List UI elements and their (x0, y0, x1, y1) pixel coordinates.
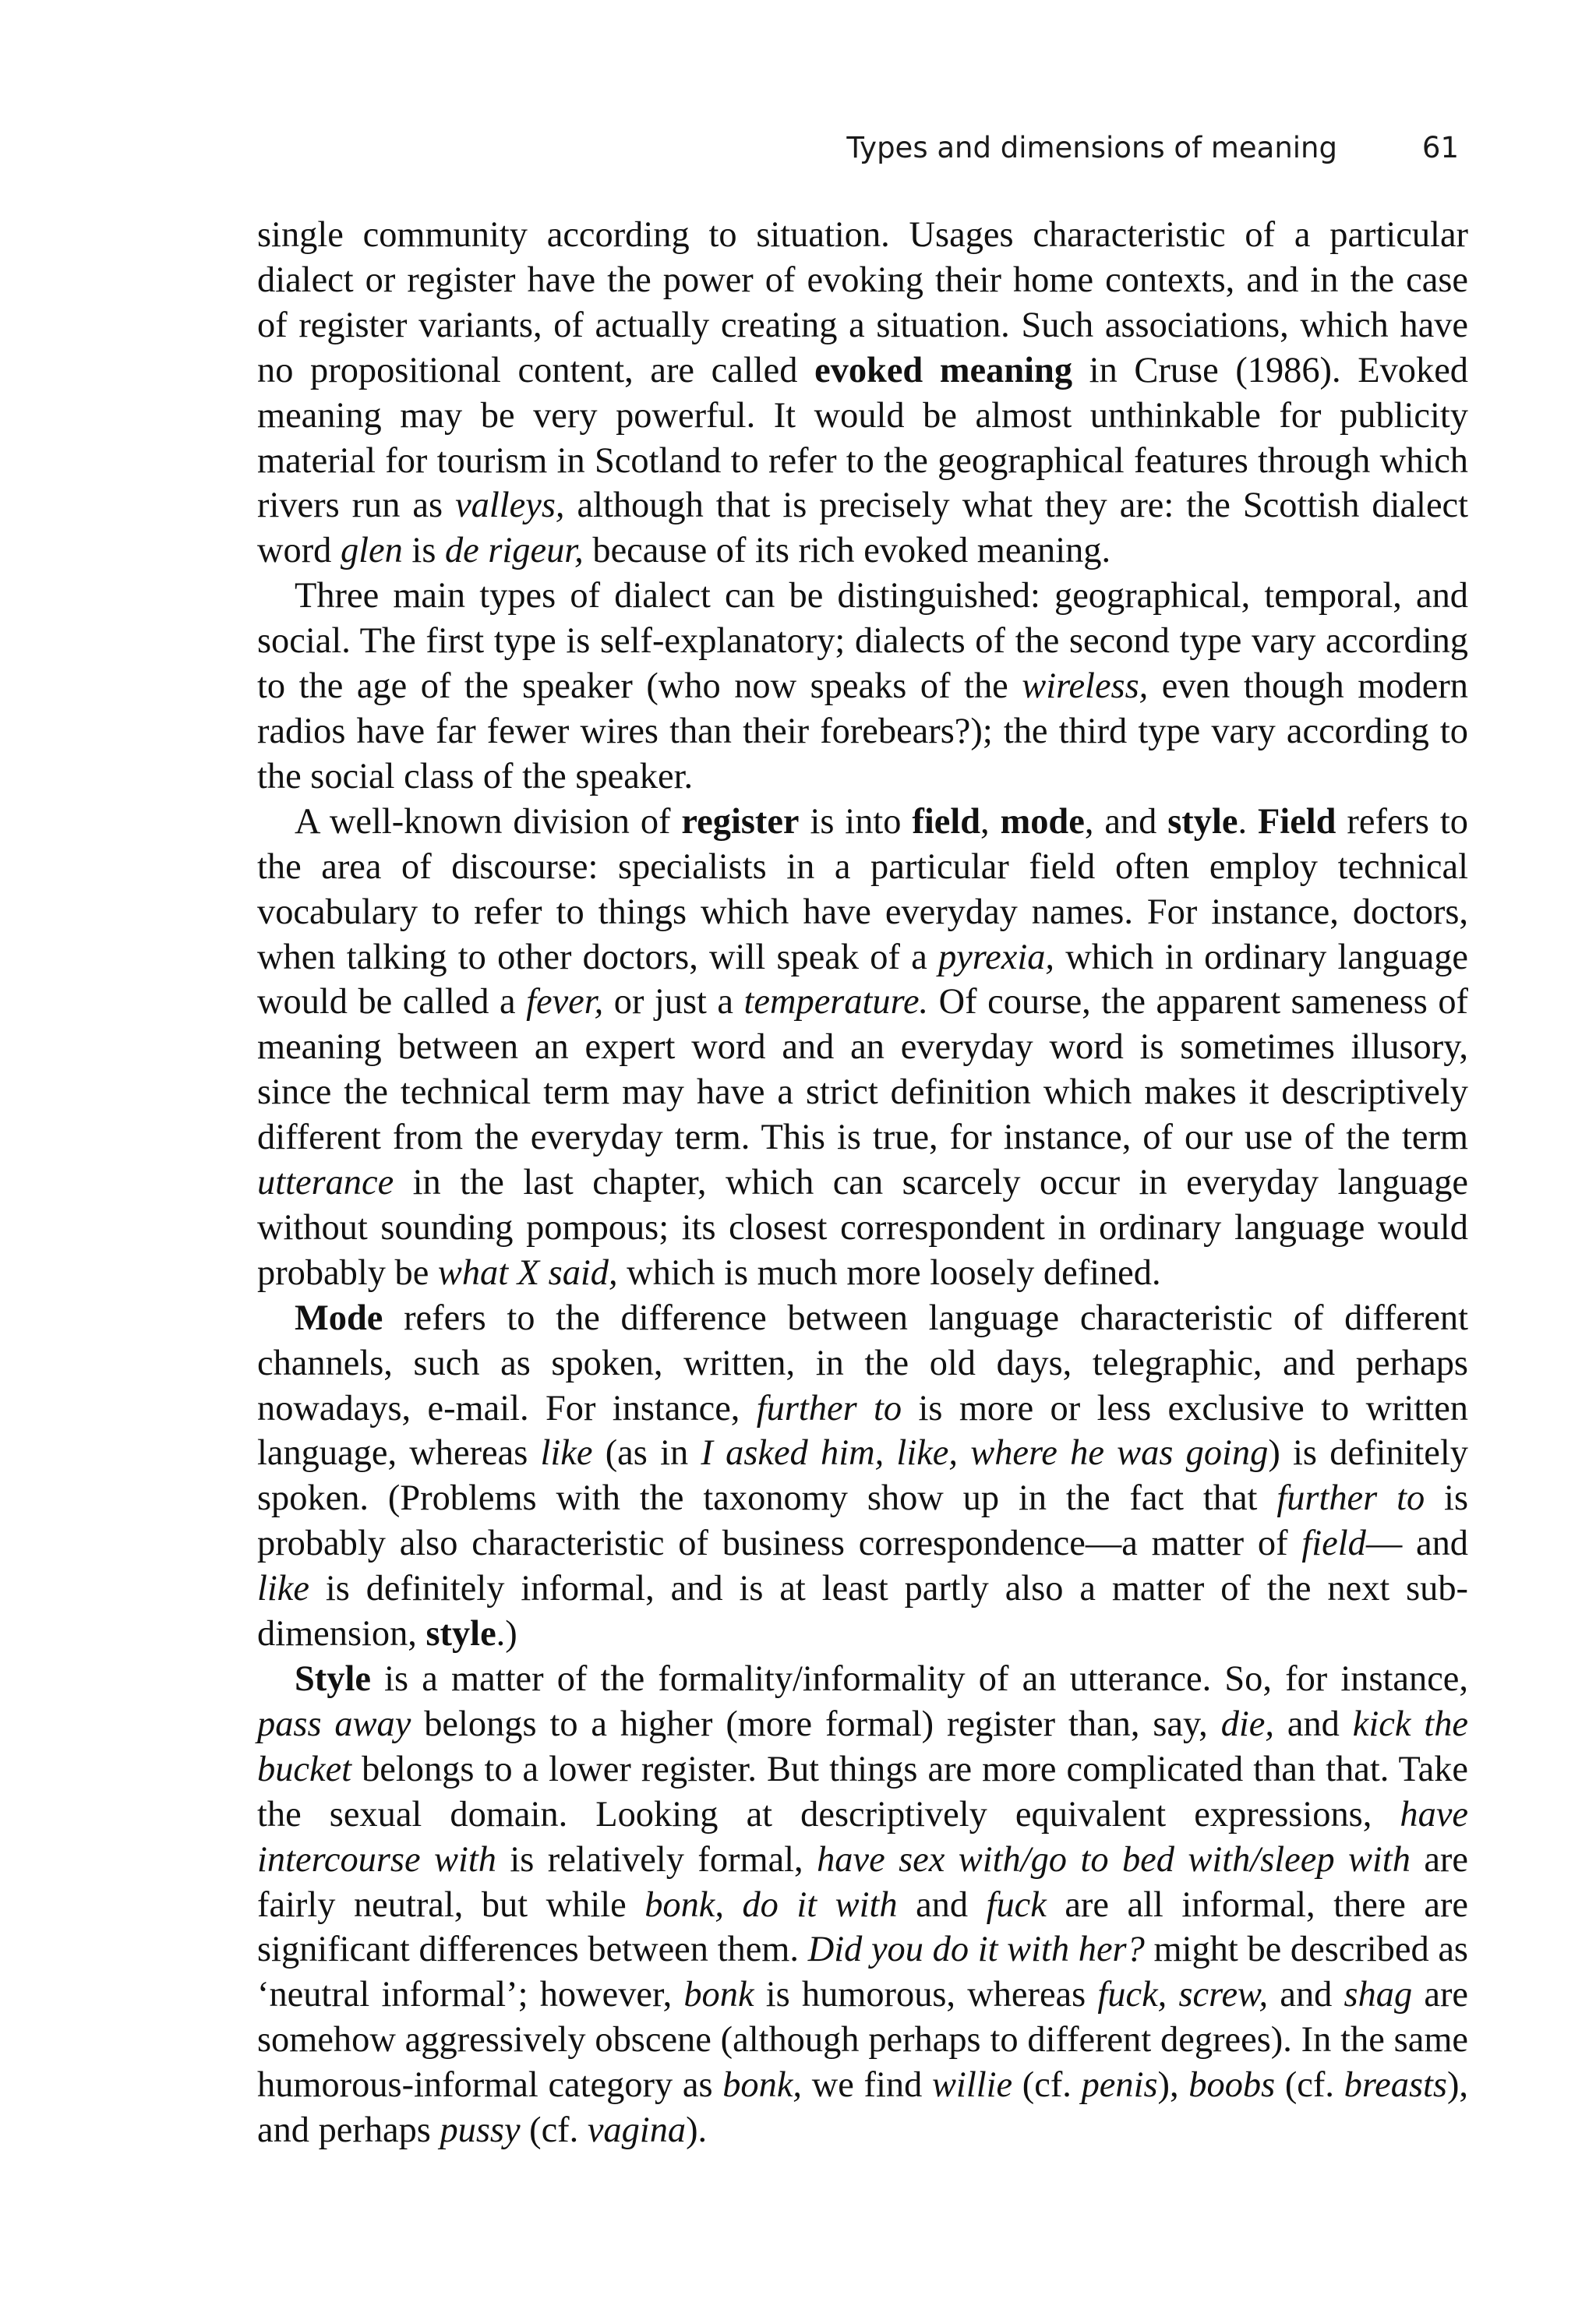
italic-term: pass away (257, 1704, 411, 1744)
paragraph (257, 1657, 1468, 2153)
italic-term: have sex with/go to bed with/sleep with (817, 1839, 1411, 1880)
italic-term: bonk, (644, 1884, 724, 1925)
text-run: might be described as ‘neutral informal’; however, (257, 1930, 1468, 2015)
text-run: we find (802, 2065, 932, 2106)
text-run: Three main types of dialect can be distinguished: geographical, temporal, and social. The first type is self-explanatory; dialects of the second type vary according to the age of the speaker (who now speaks of the (257, 576, 1468, 707)
italic-term: fever, (526, 982, 604, 1022)
text-run (1167, 1975, 1178, 2015)
text-run: and (1273, 1704, 1353, 1744)
bold-term: Field (1257, 801, 1336, 842)
text-run: (as in (592, 1433, 701, 1474)
italic-term: temperature. (743, 982, 929, 1022)
text-run: ). (686, 2110, 708, 2151)
text-run: which in ordinary language would be called a (257, 937, 1468, 1022)
paragraph (257, 574, 1468, 800)
text-run: is relatively formal, (496, 1839, 817, 1880)
italic-term: breasts (1344, 2065, 1447, 2106)
italic-term: like (540, 1433, 593, 1474)
text-run: , (980, 801, 1001, 842)
bold-term: Mode (295, 1298, 383, 1338)
paragraph (257, 800, 1468, 1296)
italic-term: field (1301, 1524, 1366, 1564)
page-number: 61 (1421, 131, 1459, 164)
italic-term: willie (931, 2065, 1013, 2106)
italic-term: I asked him, like, where he was going (701, 1433, 1269, 1474)
text-run: are all informal, there are significant differences between them. (257, 1884, 1468, 1970)
text-run: which is much more loosely defined. (617, 1252, 1161, 1293)
italic-term: penis (1081, 2065, 1158, 2106)
italic-term: fuck (986, 1884, 1047, 1925)
italic-term: bonk, (722, 2065, 803, 2106)
italic-term: glen (340, 531, 403, 571)
text-run (724, 1885, 743, 1925)
italic-term: kick the bucket (257, 1704, 1468, 1789)
bold-term: style (1167, 801, 1238, 842)
text-run: (cf. (1275, 2065, 1344, 2106)
italic-term: wireless, (1022, 666, 1149, 707)
text-run: belongs to a higher (more formal) register than, say, (411, 1704, 1221, 1744)
text-run: are somehow aggressively obscene (although perhaps to different degrees). In the same humorous-informal category as (257, 1975, 1468, 2106)
text-run: is definitely informal, and is at least partly also a matter of the next sub-dimension, (257, 1569, 1468, 1655)
text-run: is humorous, whereas (754, 1975, 1098, 2015)
text-run: even though modern radios have far fewer wires than their forebears?); the third type vary according to the social class of the speaker. (257, 666, 1468, 796)
text-run: are fairly neutral, but while (257, 1839, 1468, 1925)
italic-term: further to (756, 1388, 902, 1428)
italic-term: utterance (257, 1163, 394, 1203)
text-run: A well-known division of (295, 801, 682, 842)
text-run: (cf. (1012, 2065, 1082, 2106)
text-run: (cf. (520, 2110, 588, 2151)
bold-term: style (425, 1614, 496, 1655)
text-run: single community according to situation. Usages characteristic of a particular dialect or register have the power of evoking their home contexts, and in the case of register variants, of actually creating a situation. Such associations, which have no propositional content, are called (257, 215, 1468, 390)
running-head (257, 131, 1468, 170)
italic-term: further to (1276, 1478, 1425, 1519)
italic-term: screw, (1178, 1975, 1269, 2015)
paragraph (257, 1296, 1468, 1657)
paragraph (257, 213, 1468, 574)
italic-term: do it with (742, 1884, 898, 1925)
text-run: ), (1157, 2065, 1189, 2106)
italic-term: de rigeur, (444, 531, 584, 571)
body-text (257, 213, 1468, 2153)
text-run: is a matter of the formality/informality of an utterance. So, for instance, (370, 1659, 1468, 1699)
text-run: because of its rich evoked meaning. (583, 531, 1111, 571)
text-run: in the last chapter, which can scarcely occur in everyday language without sounding pompous; its closest correspondent in ordinary language would probably be (257, 1163, 1468, 1293)
text-run: . (1238, 801, 1258, 842)
italic-term: shag (1344, 1975, 1413, 2015)
bold-term: register (681, 801, 800, 842)
italic-term: what X said, (437, 1252, 618, 1293)
bold-term: field (912, 801, 981, 842)
italic-term: like (257, 1569, 309, 1609)
text-run: , and (1084, 801, 1168, 842)
italic-term: vagina (587, 2110, 687, 2151)
text-run: is probably also characteristic of business correspondence—a matter of (257, 1478, 1468, 1564)
italic-term: pyrexia, (938, 937, 1054, 977)
text-run: .) (496, 1614, 517, 1655)
text-run: and (1268, 1975, 1344, 2015)
text-run: is more or less exclusive to written language, whereas (257, 1388, 1468, 1474)
text-run: ), and perhaps (257, 2065, 1469, 2151)
running-title: Types and dimensions of meaning (846, 131, 1337, 164)
text-run: ) is definitely spoken. (Problems with the taxonomy show up in the fact that (257, 1433, 1468, 1519)
italic-term: Did you do it with her? (807, 1930, 1145, 1970)
italic-term: valleys, (455, 486, 565, 526)
text-run: Of course, the apparent sameness of meaning between an expert word and an everyday word is sometimes illusory, since the technical term may have a strict definition which makes it descriptively different from the everyday term. This is true, for instance, of our use of the term (257, 982, 1468, 1158)
text-run: — and (1365, 1524, 1468, 1564)
italic-term: fuck, (1097, 1975, 1167, 2015)
text-run: refers to the area of discourse: specialists in a particular field often employ technical vocabulary to refer to things which have everyday names. For instance, doctors, when talking to other doctors, will speak of a (257, 801, 1469, 977)
italic-term: boobs (1188, 2065, 1276, 2106)
italic-term: die, (1220, 1704, 1274, 1744)
italic-term: have intercourse with (257, 1794, 1468, 1880)
text-run: belongs to a lower register. But things are more complicated than that. Take the sexual domain. Looking at descriptively equivalent expressions, (257, 1749, 1468, 1835)
text-run: is (402, 531, 445, 571)
text-run: is into (799, 801, 913, 842)
bold-term: evoked meaning (814, 350, 1073, 390)
italic-term: bonk (683, 1975, 754, 2015)
text-run: and (897, 1884, 987, 1925)
text-run: refers to the difference between language characteristic of different channels, such as spoken, written, in the old days, telegraphic, and perhaps nowadays, e-mail. For instance, (257, 1298, 1468, 1428)
text-run: although that is precisely what they are: the Scottish dialect word (257, 486, 1469, 571)
text-run: in Cruse (1986). Evoked meaning may be very powerful. It would be almost unthinkable for publicity material for tourism in Scotland to refer to the geographical features through which rivers run as (257, 350, 1468, 526)
text-run: or just a (603, 982, 744, 1022)
italic-term: pussy (440, 2110, 521, 2151)
bold-term: mode (1000, 801, 1085, 842)
bold-term: Style (295, 1659, 371, 1699)
